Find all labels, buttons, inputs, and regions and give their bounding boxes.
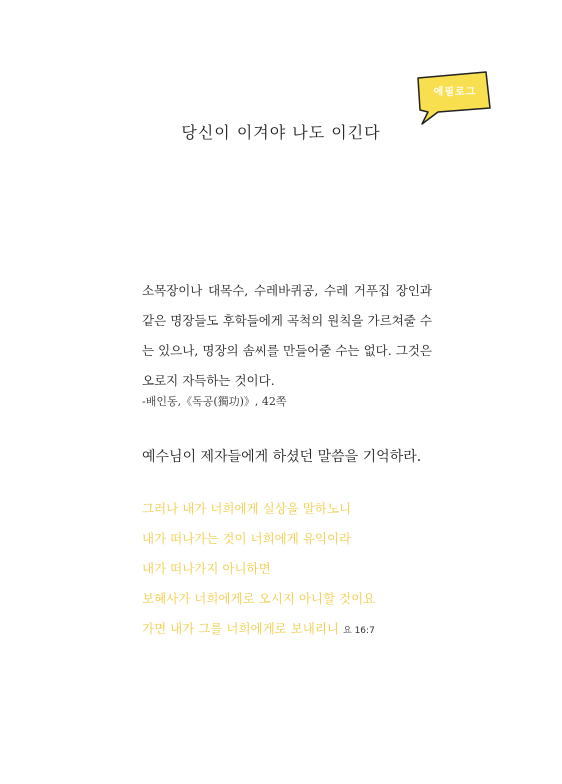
verse-line-last bbox=[142, 614, 375, 646]
verse-reference: 요 16:7 bbox=[343, 626, 375, 636]
page-title: 당신이 이겨야 나도 이긴다 bbox=[181, 123, 381, 142]
verse-line: 내가 떠나가지 아니하면 bbox=[142, 561, 271, 576]
quote-source: -배인동,《독공(獨功)》, 42쪽 bbox=[142, 395, 287, 408]
speech-bubble-icon bbox=[412, 70, 494, 126]
epilogue-tag bbox=[412, 70, 494, 126]
verse-line: 보혜사가 너희에게로 오시지 아니할 것이요 bbox=[142, 591, 376, 606]
verse-block bbox=[142, 494, 375, 646]
verse-line: 가면 내가 그를 너희에게로 보내리니 bbox=[142, 621, 340, 636]
verse-line: 그러나 내가 너희에게 실상을 말하노니 bbox=[142, 501, 352, 516]
verse-line: 내가 떠나가는 것이 너희에게 유익이라 bbox=[142, 531, 352, 546]
instruction-text: 예수님이 제자들에게 하셨던 말씀을 기억하라. bbox=[142, 449, 422, 465]
quote-text: 소목장이나 대목수, 수레바퀴공, 수레 거푸집 장인과 같은 명장들도 후학들에게 곡척의 원칙을 가르쳐줄 수는 있으나, 명장의 솜씨를 만들어줄 수는 없다. 그것은 오로지 자득하는 것이다. bbox=[142, 283, 432, 388]
epilogue-tag-label: 에필로그 bbox=[433, 87, 477, 98]
